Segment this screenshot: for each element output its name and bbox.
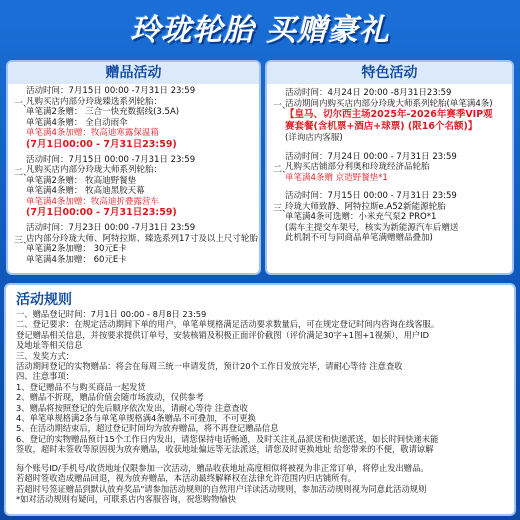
- item-line: 活动时间：7月24日 00:00 - 7月31日 23:59: [285, 151, 457, 162]
- rule-line: *如对活动规则有疑问，可联系店内客服咨询，祝您购物愉快: [16, 494, 236, 505]
- rule-line: 签收，超时未签收等原因视为放弃赠品，收获地址偏远等无法派送，请您及时更换地址 给您带来的不便，敬请谅解: [16, 444, 434, 455]
- gift-activity-panel: [6, 60, 261, 275]
- item-line: 活动时间：4月24日 20:00 -8月31日23:59: [285, 88, 452, 98]
- item-line: 单笔满4条赠： 全自动雨伞: [26, 117, 128, 128]
- item-line: 单笔满4条加赠：牧高迪寒露保温箱: [26, 128, 159, 138]
- item-line: (7月1日00:00 - 7月31日23:59): [26, 138, 177, 150]
- page-header: [0, 0, 520, 54]
- gift-activity-title: 赠品活动: [8, 62, 259, 84]
- rule-line: 5、在活动期结束后，超过登记时间均为放弃赠品，将不再登记赠品信息: [16, 423, 279, 434]
- rule-line: 若超时号签证赠品到默认放弃奖品"请参加活动规则的自然用户详读活动规则，参加活动规则视为同意此活动规则: [16, 483, 427, 494]
- rule-line: 登记赠品相关信息，并按要求提供订单号，安装核销及积极正面评价截图（评价满足30字+1图+1视频），用户ID: [16, 329, 430, 340]
- item-line: 活动期间内购买店内部分玲珑大师系列轮胎(单笔满4条): [285, 98, 493, 109]
- item-line: 活动时间：7月15日 00:00 -7月31日 23:59: [26, 86, 196, 96]
- rule-line: 及地址等相关信息: [16, 340, 83, 351]
- item-line: 单笔满4条可选赠：小米充气泵2 PRO*1: [285, 212, 437, 222]
- item-line: 活动时间：7月15日 00:00 - 7月31日 23:59: [285, 191, 457, 201]
- special-activity-panel: [265, 60, 514, 275]
- item-line: 单笔满2条赠： 三合一快充数据线(3.5A): [26, 107, 180, 117]
- item-number: 一、: [14, 99, 33, 109]
- activity-item: [273, 152, 512, 184]
- item-line: 玲珑大师致静、阿特拉斯e.A52新能源轮胎: [285, 201, 446, 212]
- item-number: 二、: [273, 164, 292, 175]
- activity-item: [14, 223, 259, 265]
- activity-item: [273, 88, 512, 144]
- rule-line: 1、登记赠品不与购买商品一起发货: [16, 381, 146, 392]
- item-line: 活动时间：7月15日 00:00 -7月31日 23:59: [26, 154, 196, 165]
- rule-line: 4、单笔单规格满2条与单笔单规格满4条赠品不可叠加，不可更换: [16, 413, 256, 424]
- item-line: 单笔满4条加赠：牧高迪折叠露营车: [26, 196, 159, 207]
- rule-line: 6、登记的实物赠品预计15个工作日内发出，请您保持电话畅通，及时关注礼品派送和快递派送，如长时间快递未能: [16, 433, 439, 444]
- item-line: (需车主提交车架号，核实为新能源汽车后赠送: [285, 222, 459, 233]
- item-line: 单笔满4条加赠： 60元E卡: [26, 254, 127, 265]
- item-line: 单笔满4条赠 京造野餐垫*1: [285, 172, 388, 183]
- item-line: 凡购买店铺部分利奥和玲珑经济品轮胎: [285, 162, 430, 172]
- item-number: 二、: [14, 167, 33, 178]
- activity-item: [14, 155, 259, 220]
- item-number: 一、: [273, 101, 292, 111]
- item-line: 单笔满4条赠： 牧高迪黑胶天幕: [26, 186, 145, 196]
- rule-line: 四、注意事项：: [16, 371, 75, 382]
- item-number: 三、: [273, 204, 292, 214]
- item-line: 单笔满2条赠： 牧高迪野餐垫: [26, 175, 137, 186]
- rule-line: 三、发奖方式：: [16, 350, 75, 361]
- item-line: 店内部分玲珑大师、阿特拉斯、臻选系列17寸及以上尺寸轮胎: [26, 233, 258, 244]
- item-line: (7月1日00:00 - 7月31日23:59): [26, 207, 177, 218]
- rule-line: 一、赠品登记时间：7月1日 00:00 - 8月8日 23:59: [16, 309, 207, 319]
- item-line: 凡购买店内部分玲珑大师系列轮胎：: [26, 165, 163, 175]
- rule-line: 二、登记要求：在规定活动期间下单的用户，单笔单规格满足活动要求数量后，可在规定登记时间内咨询在线客服。: [16, 319, 440, 330]
- gift-activity-list: [14, 86, 259, 265]
- rules-panel: [4, 283, 516, 516]
- item-line: 【皇马、切尔西主场2025年-2026年赛季VIP观: [285, 109, 493, 120]
- special-activity-title: 特色活动: [267, 62, 512, 84]
- rules-footer: [16, 463, 512, 505]
- item-line: 此机制不可与同商品单笔满赠赠品叠加): [285, 233, 433, 243]
- item-line: 赛套餐(含机票+酒店+球票) (限16个名额)】: [285, 121, 478, 132]
- rule-line: 活动期间登记的实物赠品：将会在每周三统一申请发货，预计20个工作日发放完毕，请耐心等待 注意查收: [16, 361, 403, 372]
- activity-item: [14, 86, 259, 151]
- special-activity-list: [273, 88, 512, 244]
- activity-item: [273, 191, 512, 244]
- item-line: (详询店内客服): [285, 133, 343, 143]
- item-line: 单笔满2条加赠： 30元E卡: [26, 244, 127, 254]
- item-line: 凡购买店内部分玲珑臻选系列轮胎：: [26, 96, 163, 107]
- item-line: 活动时间：7月23日 00:00 -7月31日 23:59: [26, 223, 196, 233]
- item-number: 三、: [14, 236, 33, 246]
- rule-line: 若超时签收造成赠品回退，视为放弃赠品，本活动最终解释权在法律允许范围内归店铺所有。: [16, 473, 357, 484]
- page-title: 玲珑轮胎 买赠豪礼: [130, 13, 390, 48]
- rule-line: 3、赠品将按照登记的先后顺序依次发出，请耐心等待 注意查收: [16, 402, 248, 413]
- rules-title: 活动规则: [16, 292, 72, 308]
- rules-body: [16, 309, 512, 455]
- rule-line: 每个账号ID/手机号/收货地址仅限参加一次活动，赠品收获地址高度相似将被视为非正常订单，将停止发出赠品。: [16, 463, 429, 473]
- rule-line: 2、赠品不折现，赠品价值会随市场波动，仅供参考: [16, 392, 204, 403]
